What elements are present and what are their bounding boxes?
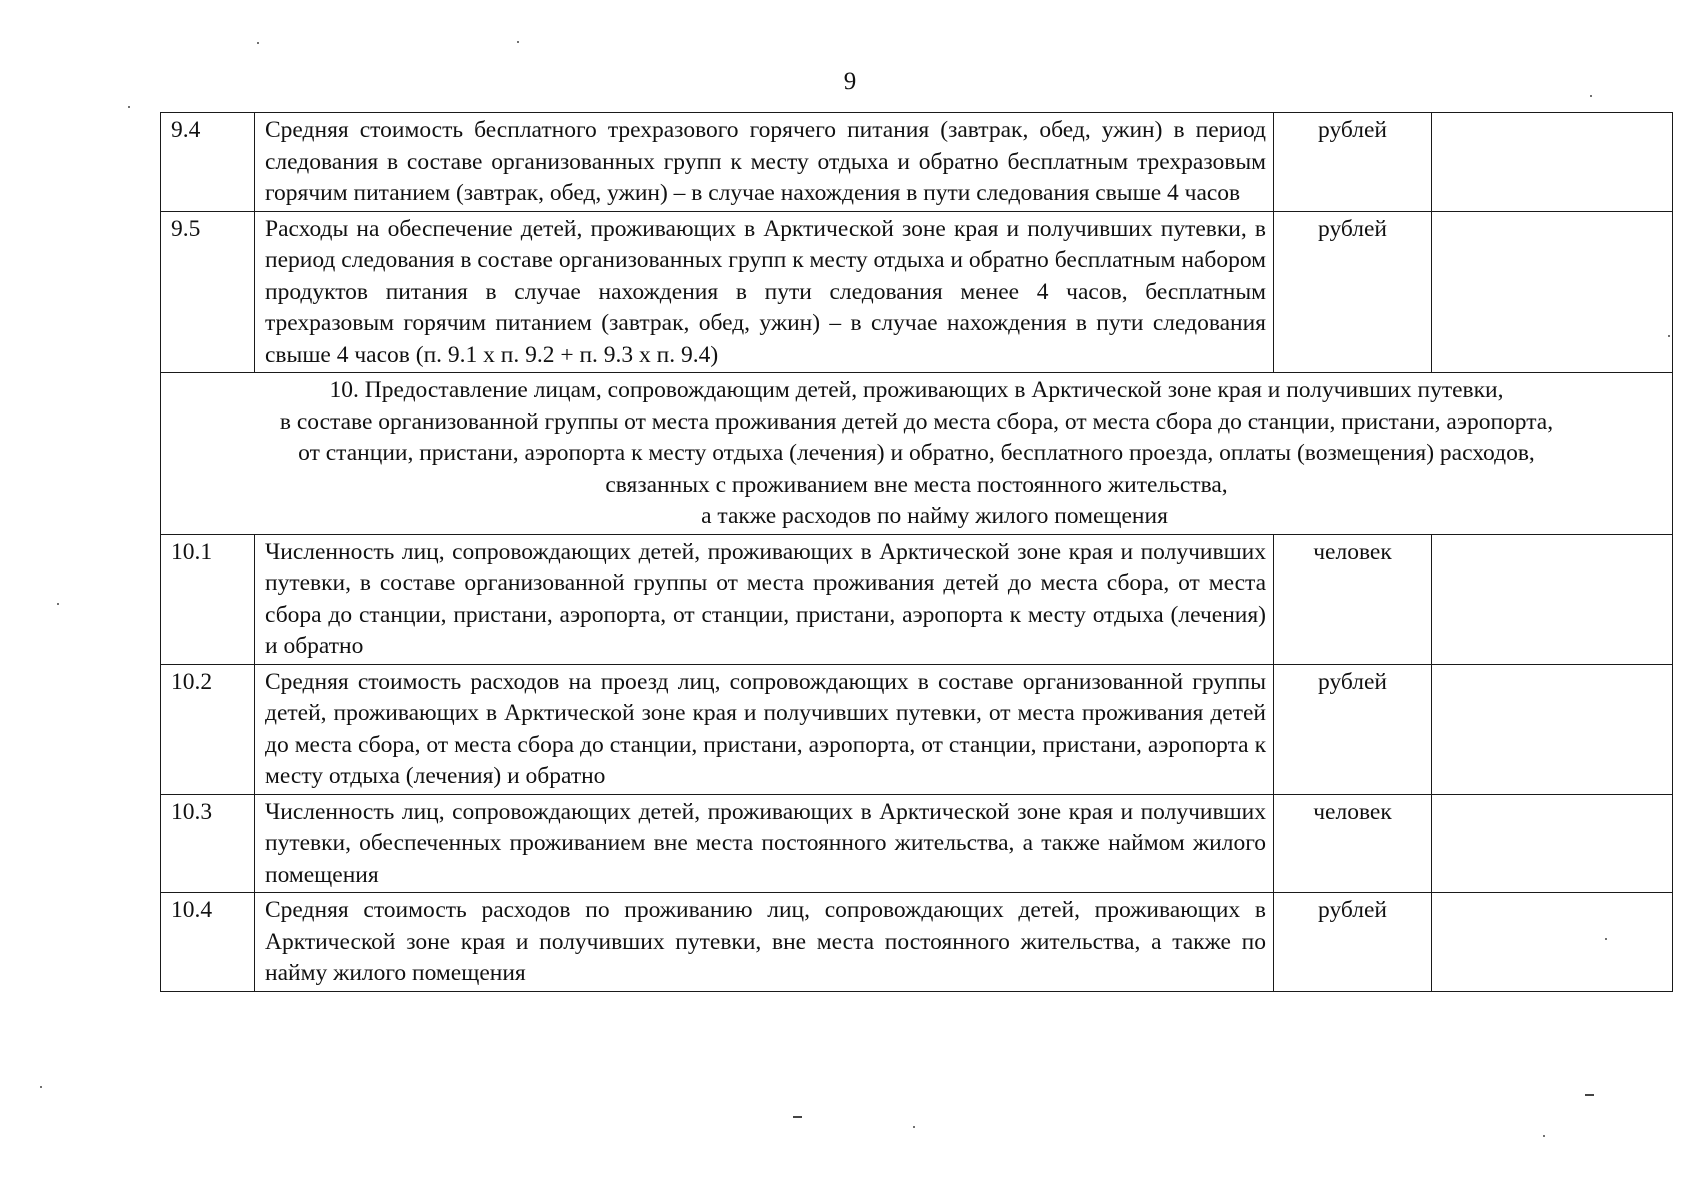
table-row-9-4 bbox=[161, 113, 1673, 212]
row-unit: человек bbox=[1274, 534, 1432, 664]
row-description: Численность лиц, сопровождающих детей, проживающих в Арктической зоне края и получивших путевки, в составе организованной группы от места проживания детей до места сбора, от места сбора до станции, пристани, аэропорта, от станции, пристани, аэропорта к месту отдыха (лечения) и обратно bbox=[255, 534, 1274, 664]
section-10-heading bbox=[161, 373, 1673, 535]
scan-speck bbox=[1543, 1135, 1545, 1137]
table-row-9-5 bbox=[161, 211, 1673, 373]
scan-speck bbox=[793, 1116, 802, 1118]
table-row-10-3 bbox=[161, 794, 1673, 893]
section-heading-line: в составе организованной группы от места проживания детей до места сбора, от места сбора до станции, пристани, аэропорта, bbox=[279, 408, 1554, 435]
indicators-table bbox=[160, 112, 1673, 992]
row-number: 10.4 bbox=[161, 893, 255, 992]
row-number: 9.5 bbox=[161, 211, 255, 373]
row-value-cell bbox=[1432, 664, 1673, 794]
row-number: 9.4 bbox=[161, 113, 255, 212]
page-number: 9 bbox=[843, 68, 857, 95]
row-description: Средняя стоимость расходов на проезд лиц, сопровождающих в составе организованной группы детей, проживающих в Арктической зоне края и получивших путевки, от места проживания детей до места сбора, от места сбора до станции, пристани, аэропорта, от станции, пристани, аэропорта к месту отдыха (лечения) и обратно bbox=[255, 664, 1274, 794]
row-description: Расходы на обеспечение детей, проживающих в Арктической зоне края и получивших путевки, в период следования в составе организованных групп к месту отдыха и обратно бесплатным набором продуктов питания в случае нахождения в пути следования менее 4 часов, бесплатным трехразовым горячим питанием (завтрак, обед, ужин) – в случае нахождения в пути следования свыше 4 часов (п. 9.1 x п. 9.2 + п. 9.3 x п. 9.4) bbox=[255, 211, 1274, 373]
row-number: 10.2 bbox=[161, 664, 255, 794]
scan-speck bbox=[1590, 95, 1592, 97]
scan-speck bbox=[517, 41, 519, 43]
row-unit: рублей bbox=[1274, 664, 1432, 794]
scan-speck bbox=[40, 1086, 42, 1088]
section-heading-line: связанных с проживанием вне места постоянного жительства, bbox=[605, 471, 1228, 498]
row-value-cell bbox=[1432, 211, 1673, 373]
row-number: 10.1 bbox=[161, 534, 255, 664]
table-row-10-2 bbox=[161, 664, 1673, 794]
row-value-cell bbox=[1432, 534, 1673, 664]
scan-speck bbox=[1585, 1094, 1594, 1096]
scan-speck bbox=[128, 106, 130, 108]
scan-speck bbox=[57, 603, 59, 605]
row-number: 10.3 bbox=[161, 794, 255, 893]
section-header-row bbox=[161, 373, 1673, 535]
scan-speck bbox=[257, 42, 259, 44]
row-unit: человек bbox=[1274, 794, 1432, 893]
row-value-cell bbox=[1432, 113, 1673, 212]
row-description: Средняя стоимость бесплатного трехразового горячего питания (завтрак, обед, ужин) в период следования в составе организованных групп к месту отдыха и обратно бесплатным трехразовым горячим питанием (завтрак, обед, ужин) – в случае нахождения в пути следования свыше 4 часов bbox=[255, 113, 1274, 212]
scan-speck bbox=[913, 1126, 915, 1128]
row-value-cell bbox=[1432, 893, 1673, 992]
section-heading-line: а также расходов по найму жилого помещения bbox=[701, 503, 1168, 529]
scan-speck bbox=[1605, 938, 1607, 940]
table-row-10-1 bbox=[161, 534, 1673, 664]
scan-speck bbox=[1668, 335, 1670, 337]
table-row-10-4 bbox=[161, 893, 1673, 992]
row-value-cell bbox=[1432, 794, 1673, 893]
row-description: Средняя стоимость расходов по проживанию лиц, сопровождающих детей, проживающих в Арктической зоне края и получивших путевки, вне места постоянного жительства, а также по найму жилого помещения bbox=[255, 893, 1274, 992]
row-unit: рублей bbox=[1274, 893, 1432, 992]
row-unit: рублей bbox=[1274, 113, 1432, 212]
section-heading-line: 10. Предоставление лицам, сопровождающим детей, проживающих в Арктической зоне края и получивших путевки, bbox=[329, 377, 1504, 403]
row-unit: рублей bbox=[1274, 211, 1432, 373]
section-heading-line: от станции, пристани, аэропорта к месту отдыха (лечения) и обратно, бесплатного проезда, оплаты (возмещения) расходов, bbox=[298, 440, 1535, 466]
row-description: Численность лиц, сопровождающих детей, проживающих в Арктической зоне края и получивших путевки, обеспеченных проживанием вне места постоянного жительства, а также наймом жилого помещения bbox=[255, 794, 1274, 893]
